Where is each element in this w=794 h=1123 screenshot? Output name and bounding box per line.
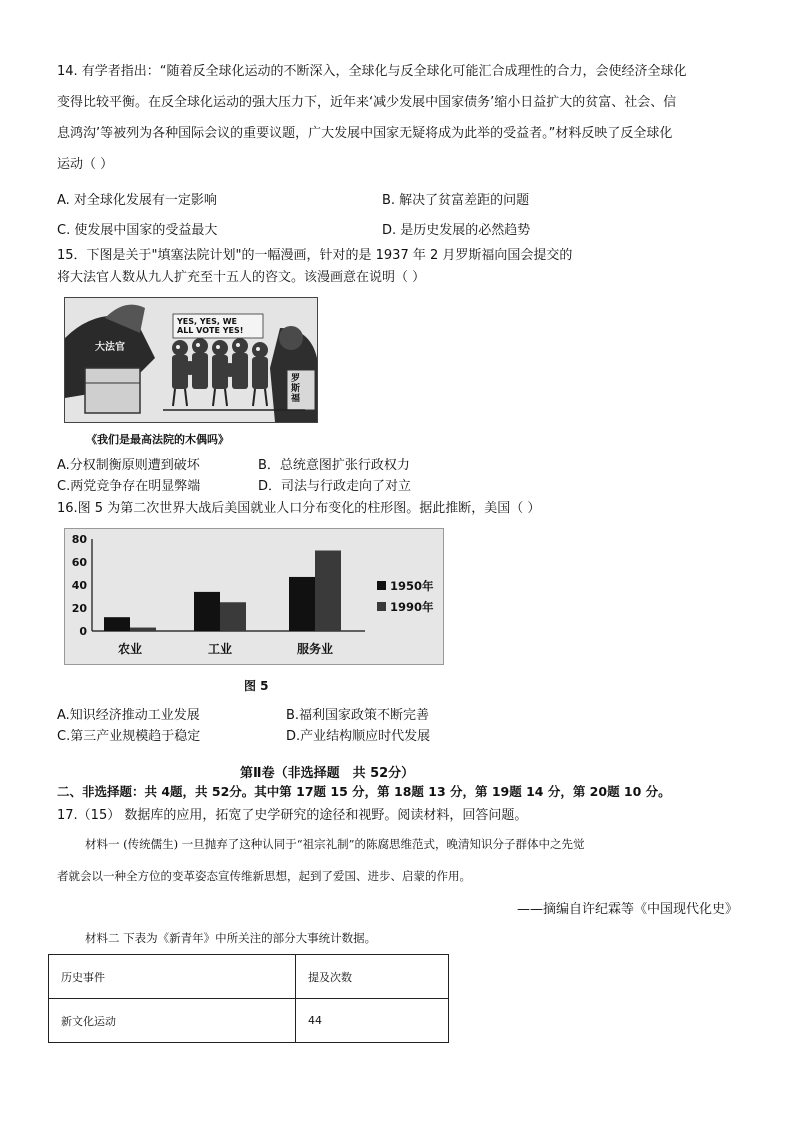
q15-line: 将大法官人数从九人扩充至十五人的咨文。该漫画意在说明（ ） <box>57 270 426 285</box>
table-cell: 新文化运动 <box>49 999 296 1043</box>
material-1-source: ——摘编自许纪霖等《中国现代化史》 <box>516 902 738 917</box>
cartoon-right-label: 罗斯福 <box>291 374 301 404</box>
q14-option-b[interactable]: B. 解决了贫富差距的问题 <box>382 193 530 208</box>
question-15 <box>57 245 572 289</box>
section-title: 第Ⅱ卷（非选择题 共 52分） <box>240 766 415 781</box>
bar-1990年 <box>220 602 246 631</box>
material-1-line: 者就会以一种全方位的变革姿态宣传维新思想，起到了爱国、进步、启蒙的作用。 <box>57 869 471 883</box>
q14-line: 变得比较平衡。在反全球化运动的强大压力下，近年来‘减少发展中国家债务’缩小日益扩大的贫富、社会、信 <box>57 95 677 110</box>
x-tick-label: 工业 <box>207 642 233 656</box>
legend-swatch <box>377 581 386 590</box>
q16-option-d[interactable]: D.产业结构顺应时代发展 <box>286 729 431 744</box>
table-header-row <box>49 955 449 999</box>
table-cell: 44 <box>296 999 449 1043</box>
q14-line: 息鸿沟’等被列为各种国际会议的重要议题，广大发展中国家无疑将成为此举的受益者。”材料反映了反全球化 <box>57 126 673 141</box>
q15-option-d[interactable]: D．司法与行政走向了对立 <box>258 479 412 494</box>
q16-option-c[interactable]: C.第三产业规模趋于稳定 <box>57 729 201 744</box>
chart-svg <box>65 529 443 664</box>
q14-option-a[interactable]: A. 对全球化发展有一定影响 <box>57 193 217 208</box>
material-1-line: 材料一 (传统儒生) 一旦抛弃了这种认同于“祖宗礼制”的陈腐思维范式，晚清知识分子群体中之先觉 <box>85 837 585 851</box>
y-tick-label: 20 <box>71 602 87 615</box>
cartoon-left-label: 大法官 <box>95 342 125 353</box>
y-tick-label: 40 <box>71 579 87 592</box>
bar-1950年 <box>104 617 130 631</box>
table-header-cell: 历史事件 <box>49 955 296 999</box>
legend-label: 1950年 <box>390 579 434 593</box>
q14-option-d[interactable]: D. 是历史发展的必然趋势 <box>382 223 531 238</box>
x-tick-label: 服务业 <box>296 642 334 656</box>
q15-option-c[interactable]: C.两党竞争存在明显弊端 <box>57 479 201 494</box>
table-header-cell: 提及次数 <box>296 955 449 999</box>
x-tick-label: 农业 <box>117 642 143 656</box>
section-heading: 二、非选择题：共 4题，共 52分。其中第 17题 15 分，第 18题 13 分，第 19题 14 分，第 20题 10 分。 <box>57 784 671 799</box>
material-2-intro: 材料二 下表为《新青年》中所关注的部分大事统计数据。 <box>85 931 377 945</box>
q14-option-c[interactable]: C. 使发展中国家的受益最大 <box>57 223 218 238</box>
y-tick-label: 0 <box>79 625 87 638</box>
q14-line: 14. 有学者指出：“随着反全球化运动的不断深入，全球化与反全球化可能汇合成理性的合力，会使经济全球化 <box>57 64 687 79</box>
bar-1950年 <box>289 577 315 631</box>
bar-1950年 <box>194 592 220 631</box>
bar-1990年 <box>315 551 341 632</box>
q15-option-b[interactable]: B．总统意图扩张行政权力 <box>258 458 410 473</box>
statistics-table <box>48 954 449 1043</box>
legend-label: 1990年 <box>390 600 434 614</box>
q16-option-b[interactable]: B.福利国家政策不断完善 <box>286 708 430 723</box>
question-16: 16.图 5 为第二次世界大战后美国就业人口分布变化的柱形图。据此推断，美国（ ） <box>57 501 541 516</box>
court-packing-cartoon <box>64 297 318 423</box>
legend-swatch <box>377 602 386 611</box>
figure-label: 图 5 <box>244 679 269 693</box>
q15-line: 15．下图是关于"填塞法院计划"的一幅漫画，针对的是 1937 年 2 月罗斯福向国会提交的 <box>57 248 573 263</box>
q14-line: 运动（ ） <box>57 157 114 172</box>
y-tick-label: 60 <box>71 556 87 569</box>
employment-bar-chart <box>64 528 444 665</box>
q16-option-a[interactable]: A.知识经济推动工业发展 <box>57 708 200 723</box>
bar-1990年 <box>130 628 156 631</box>
y-tick-label: 80 <box>71 533 87 546</box>
question-14 <box>57 56 747 180</box>
cartoon-sign: YES, YES, WE ALL VOTE YES! <box>177 317 244 335</box>
cartoon-caption: 《我们是最高法院的木偶吗》 <box>86 433 229 446</box>
table-row <box>49 999 449 1043</box>
question-17: 17.（15） 数据库的应用，拓宽了史学研究的途径和视野。阅读材料，回答问题。 <box>57 808 528 823</box>
q15-option-a[interactable]: A.分权制衡原则遭到破坏 <box>57 458 200 473</box>
